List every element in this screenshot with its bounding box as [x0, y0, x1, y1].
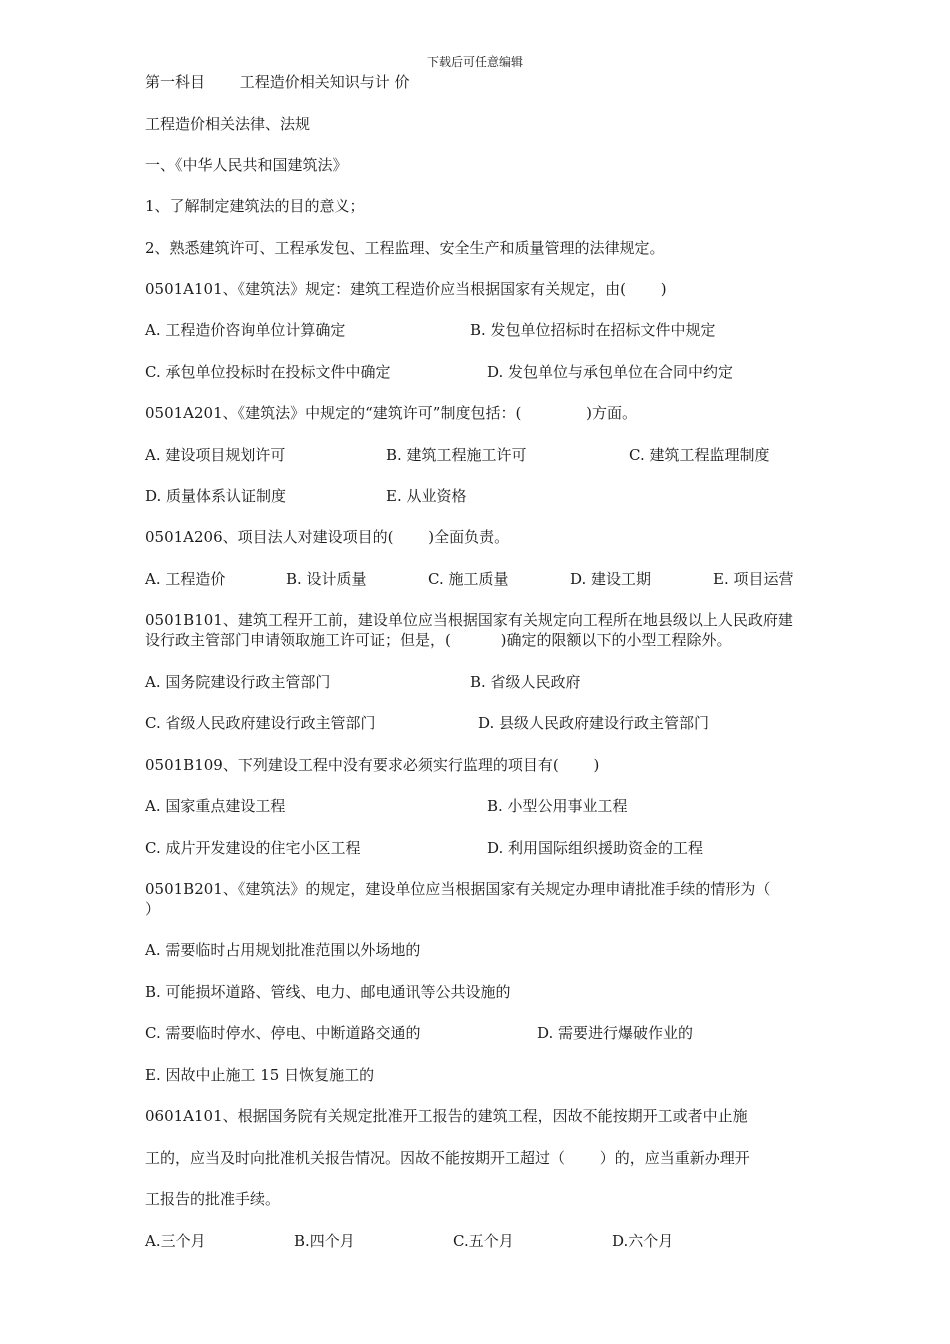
option-b: B.四个月: [294, 1232, 355, 1250]
option-b: B. 设计质量: [286, 570, 367, 588]
section-heading: 工程造价相关法律、法规: [145, 115, 311, 133]
option-a: A. 国家重点建设工程: [145, 797, 286, 815]
option-c: C. 需要临时停水、停电、中断道路交通的: [145, 1024, 421, 1042]
option-d: D. 需要进行爆破作业的: [537, 1024, 694, 1042]
option-d: D. 发包单位与承包单位在合同中约定: [487, 363, 734, 381]
question-stem-line: ）: [145, 900, 161, 918]
option-d: D. 县级人民政府建设行政主管部门: [478, 714, 710, 732]
option-d: D. 质量体系认证制度: [145, 487, 287, 505]
option-a: A. 建设项目规划许可: [145, 446, 286, 464]
option-c: C. 承包单位投标时在投标文件中确定: [145, 363, 391, 381]
option-c: C. 省级人民政府建设行政主管部门: [145, 714, 376, 732]
option-a: A. 工程造价咨询单位计算确定: [145, 321, 346, 339]
option-c: C. 建筑工程监理制度: [629, 446, 770, 464]
question-stem-line: 工报告的批准手续。: [145, 1190, 281, 1208]
question-stem: 0501A101、《建筑法》规定：建筑工程造价应当根据国家有关规定，由( ): [145, 280, 667, 298]
option-d: D. 利用国际组织援助资金的工程: [487, 839, 704, 857]
law-heading: 一、《中华人民共和国建筑法》: [145, 156, 348, 174]
subject-title: 第一科目 工程造价相关知识与计 价: [145, 73, 410, 91]
option-a: A. 工程造价: [145, 570, 226, 588]
option-b: B. 发包单位招标时在招标文件中规定: [470, 321, 716, 339]
question-stem-line: 0501B101、建筑工程开工前，建设单位应当根据国家有关规定向工程所在地县级以上人民政府建: [145, 611, 793, 629]
option-c: C. 施工质量: [428, 570, 509, 588]
option-b: B. 可能损坏道路、管线、电力、邮电通讯等公共设施的: [145, 983, 511, 1001]
option-d: D.六个月: [612, 1232, 674, 1250]
requirement-1: 1、了解制定建筑法的目的意义；: [145, 197, 365, 215]
question-stem: 0501A206、项目法人对建设项目的( )全面负责。: [145, 528, 510, 546]
option-a: A. 需要临时占用规划批准范围以外场地的: [145, 941, 421, 959]
option-b: B. 省级人民政府: [470, 673, 581, 691]
option-e: E. 从业资格: [386, 487, 467, 505]
option-e: E. 项目运营: [713, 570, 794, 588]
option-e: E. 因故中止施工 15 日恢复施工的: [145, 1066, 375, 1084]
option-a: A. 国务院建设行政主管部门: [145, 673, 331, 691]
option-c: C. 成片开发建设的住宅小区工程: [145, 839, 361, 857]
option-a: A.三个月: [145, 1232, 206, 1250]
question-stem-line: 设行政主管部门申请领取施工许可证；但是，( )确定的限额以下的小型工程除外。: [145, 631, 732, 649]
option-b: B. 建筑工程施工许可: [386, 446, 527, 464]
option-d: D. 建设工期: [570, 570, 652, 588]
header-note: 下载后可任意编辑: [426, 55, 523, 69]
question-stem: 0501B109、下列建设工程中没有要求必须实行监理的项目有( ): [145, 756, 600, 774]
question-stem-line: 0601A101、根据国务院有关规定批准开工报告的建筑工程，因故不能按期开工或者中止施: [145, 1107, 748, 1125]
question-stem-line: 0501B201、《建筑法》的规定，建设单位应当根据国家有关规定办理申请批准手续的情形为（: [145, 880, 771, 898]
option-c: C.五个月: [453, 1232, 514, 1250]
question-stem: 0501A201、《建筑法》中规定的“建筑许可”制度包括：( )方面。: [145, 404, 637, 422]
option-b: B. 小型公用事业工程: [487, 797, 628, 815]
requirement-2: 2、熟悉建筑许可、工程承发包、工程监理、安全生产和质量管理的法律规定。: [145, 239, 665, 257]
question-stem-line: 工的，应当及时向批准机关报告情况。因故不能按期开工超过（ ）的，应当重新办理开: [145, 1149, 750, 1167]
